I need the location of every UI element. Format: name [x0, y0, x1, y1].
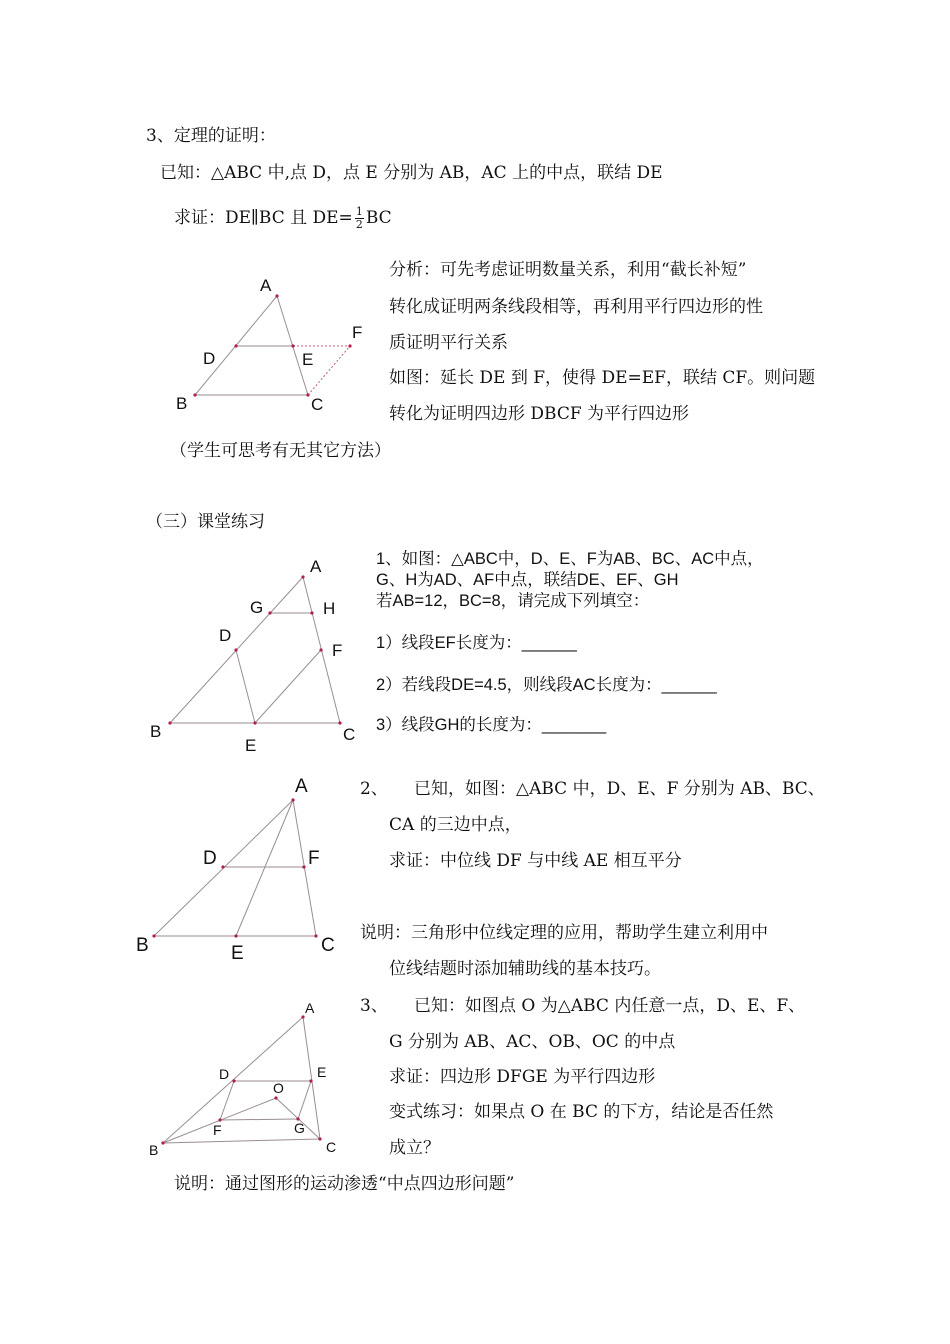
segment-eg	[298, 1081, 311, 1119]
label-e: E	[231, 943, 244, 964]
q2-number: 2、	[360, 779, 388, 799]
label-f: F	[213, 1122, 222, 1138]
point-c	[318, 1137, 321, 1140]
q3-number: 3、	[360, 996, 388, 1016]
q1-blank-1: 1）线段EF长度为：______	[376, 634, 577, 652]
segment-cf-dashed	[308, 346, 350, 395]
q3-line: 成立？	[389, 1138, 440, 1158]
point-a	[291, 798, 294, 801]
segment-df	[220, 1081, 234, 1120]
analysis-line: 质证明平行关系	[389, 333, 508, 353]
point-d	[234, 344, 237, 347]
figure-practice-q3	[149, 1000, 336, 1158]
label-b: B	[136, 935, 149, 956]
point-c	[338, 721, 341, 724]
point-a	[275, 294, 278, 297]
label-a: A	[305, 1000, 315, 1016]
label-d: D	[219, 1066, 230, 1082]
point-b	[161, 1141, 164, 1144]
point-d	[234, 648, 237, 651]
analysis-line: 如图：延长 DE 到 F，使得 DE=EF，联结 CF。则问题	[389, 368, 816, 388]
q2-line: 已知，如图：△ABC 中，D、E、F 分别为 AB、BC、	[414, 779, 825, 799]
practice-heading: （三）课堂练习	[146, 512, 265, 532]
analysis-line: 转化成证明两条线段相等，再利用平行四边形的性	[389, 297, 763, 317]
q1-blank-3: 3）线段GH的长度为：_______	[376, 716, 607, 734]
label-e: E	[245, 736, 257, 755]
label-c: C	[326, 1139, 337, 1155]
prove-prefix: 求证：DE∥BC 且 DE=	[174, 208, 353, 228]
segment-fg	[220, 1119, 298, 1120]
segment-ae	[236, 800, 293, 936]
point-f	[348, 344, 351, 347]
point-f	[319, 648, 322, 651]
point-b	[152, 934, 155, 937]
label-c: C	[321, 935, 335, 956]
label-e: E	[317, 1064, 327, 1080]
fraction-denominator: 2	[355, 218, 363, 231]
q3-line: 已知：如图点 O 为△ABC 内任意一点，D、E、F、	[414, 996, 806, 1016]
label-d: D	[219, 626, 232, 645]
q1-blank-2: 2）若线段DE=4.5，则线段AC长度为：______	[376, 676, 717, 694]
point-d	[232, 1079, 235, 1082]
segment-de	[236, 650, 255, 723]
point-e	[234, 934, 237, 937]
given-statement: 已知：△ABC 中,点 D，点 E 分别为 AB，AC 上的中点，联结 DE	[160, 163, 663, 183]
point-g	[268, 611, 271, 614]
label-b: B	[149, 1142, 159, 1158]
label-d: D	[203, 349, 216, 368]
segment-bc	[163, 1139, 320, 1143]
analysis-line: 分析：可先考虑证明数量关系，利用“截长补短”	[389, 260, 747, 280]
label-a: A	[260, 276, 272, 295]
label-b: B	[150, 722, 162, 741]
point-e	[253, 721, 256, 724]
figure-practice-q1	[150, 557, 355, 755]
label-g: G	[250, 598, 264, 617]
q2-line: CA 的三边中点，	[389, 815, 522, 835]
prove-suffix: BC	[365, 208, 392, 228]
q3-line: G 分别为 AB、AC、OB、OC 的中点	[389, 1032, 676, 1052]
label-a: A	[310, 557, 322, 576]
q3-note: 说明：通过图形的运动渗透“中点四边形问题”	[174, 1174, 515, 1194]
point-b	[193, 393, 196, 396]
q1-line: G、H为AD、AF中点，联结DE、EF、GH	[376, 571, 679, 589]
point-o	[274, 1096, 277, 1099]
point-e	[291, 344, 294, 347]
label-e: E	[302, 350, 314, 369]
label-f: F	[332, 641, 343, 660]
label-d: D	[203, 848, 217, 869]
point-h	[310, 611, 313, 614]
label-a: A	[295, 776, 308, 797]
section-heading: 3、定理的证明：	[146, 126, 276, 146]
analysis-line: 转化为证明四边形 DBCF 为平行四边形	[389, 404, 690, 424]
point-c	[306, 393, 309, 396]
label-f: F	[308, 848, 320, 869]
q2-note: 位线结题时添加辅助线的基本技巧。	[389, 959, 661, 979]
point-d	[221, 865, 224, 868]
fraction-numerator: 1	[355, 205, 363, 218]
label-c: C	[311, 395, 324, 414]
q2-note: 说明：三角形中位线定理的应用，帮助学生建立利用中	[360, 923, 768, 943]
label-c: C	[343, 725, 356, 744]
q3-line: 求证：四边形 DFGE 为平行四边形	[389, 1067, 656, 1087]
label-g: G	[294, 1120, 305, 1136]
point-b	[168, 721, 171, 724]
label-b: B	[176, 394, 188, 413]
student-note: （学生可思考有无其它方法）	[170, 441, 391, 461]
label-h: H	[323, 599, 336, 618]
label-o: O	[273, 1080, 284, 1096]
q1-line: 1、如图：△ABC中，D、E、F为AB、BC、AC中点，	[376, 550, 764, 568]
q1-line: 若AB=12，BC=8，请完成下列填空：	[376, 592, 650, 610]
point-e	[309, 1079, 312, 1082]
label-f: F	[352, 323, 363, 342]
segment-ef	[255, 650, 321, 723]
point-f	[302, 865, 305, 868]
q2-line: 求证：中位线 DF 与中线 AE 相互平分	[389, 851, 682, 871]
figure-theorem-proof	[176, 276, 362, 414]
point-a	[301, 575, 304, 578]
q3-line: 变式练习：如果点 O 在 BC 的下方，结论是否任然	[389, 1102, 774, 1122]
point-c	[314, 934, 317, 937]
figure-practice-q2	[136, 776, 335, 964]
